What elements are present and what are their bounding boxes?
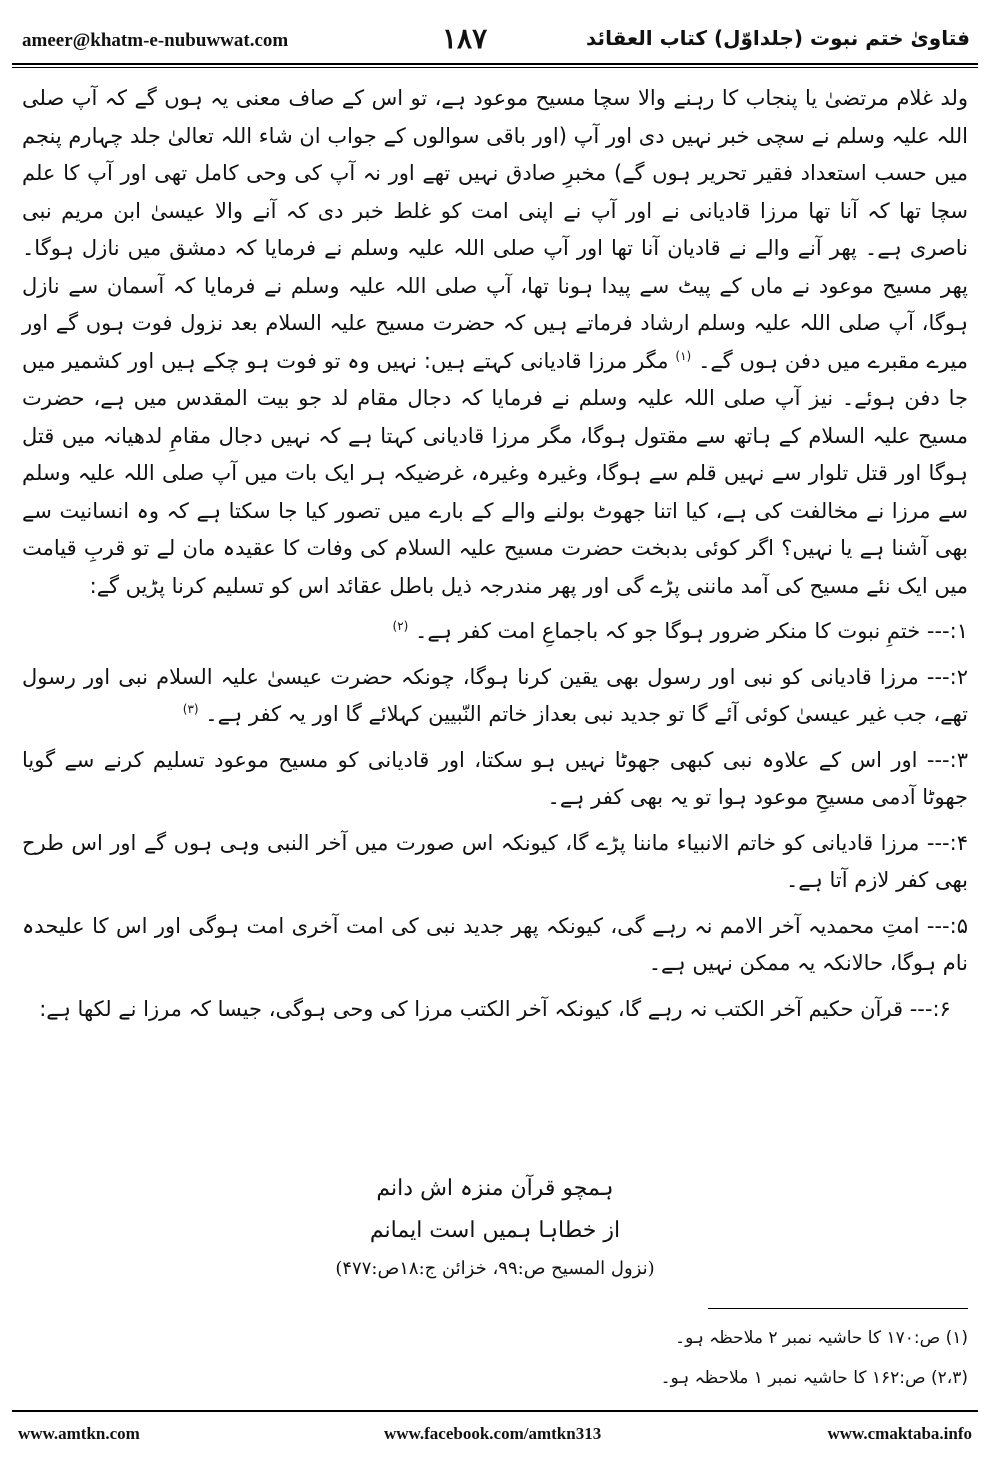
item-number: ۱: xyxy=(949,619,968,643)
header-divider xyxy=(12,63,978,65)
list-item: ۲:--- مرزا قادیانی کو نبی اور رسول بھی یقین کرنا ہوگا، چونکہ حضرت عیسیٰ علیہ السلام نبی اور رسول تھے، جب غیر عیسیٰ کوئی آئے گا تو جدید نبی بعداز خاتم النّبیین کہلائے گا اور یہ کفر ہے۔ $^{(۳)}$ xyxy=(22,664,968,726)
item-number: ۴: xyxy=(949,830,968,855)
paragraph-text: ولد غلام مرتضیٰ یا پنجاب کا رہنے والا سچا مسیح موعود ہے، تو اس کے صاف معنی یہ ہوں گے کہ آپ صلی اللہ علیہ وسلم نے سچی خبر نہیں دی اور آپ (اور باقی سوالوں کے جواب ان شاء اللہ تعالیٰ جلد چہارم پنجم میں حسب استعداد فقیر تحریر ہوں گے) مخبرِ صادق نہیں تھے اور نہ آپ کی وحی کامل تھی اور آپ کا علم سچا تھا کہ آنا تھا مرزا قادیانی نے اور آپ نے اپنی امت کو غلط خبر دی کہ آنے والا عیسیٰ ابن مریم نبی ناصری ہے۔ پھر آنے والے نے قادیان آنا تھا اور آپ صلی اللہ علیہ وسلم نے فرمایا کہ دمشق میں نازل ہوگا۔ پھر مسیح موعود نے ماں کے پیٹ سے پیدا ہونا تھا، آپ صلی اللہ علیہ وسلم نے فرمایا کہ آسمان سے نازل ہوگا، آپ صلی اللہ علیہ وسلم ارشاد فرماتے ہیں کہ حضرت مسیح علیہ السلام بعد نزول فوت ہوں گے اور میرے مقبرے میں دفن ہوں گے۔ xyxy=(22,86,968,373)
footnote-ref: (۲) xyxy=(392,619,409,633)
footnote: (۱) ص:۱۷۰ کا حاشیہ نمبر ۲ ملاحظہ ہو۔ xyxy=(675,1328,968,1348)
list-item: ۵:--- امتِ محمدیہ آخر الامم نہ رہے گی، کیونکہ پھر جدید نبی کی امت آخری امت ہوگی اور اس کا علیحدہ نام ہوگا، حالانکہ یہ ممکن نہیں ہے۔ xyxy=(22,913,968,975)
footer-link-middle[interactable]: www.facebook.com/amtkn313 xyxy=(384,1424,602,1443)
paragraph-text-cont: مگر مرزا قادیانی کہتے ہیں: نہیں وہ تو فوت ہو چکے ہیں اور کشمیر میں جا دفن ہوئے۔ نیز آپ صلی اللہ علیہ وسلم نے فرمایا کہ دجال مقام لد جو بیت المقدس میں ہے، حضرت مسیح علیہ السلام کے ہاتھ سے مقتول ہوگا، مگر مرزا قادیانی کہتا ہے کہ نہیں دجال مقامِ لدھیانہ میں قتل ہوگا اور قتل تلوار سے نہیں قلم سے ہوگا، وغیرہ وغیرہ، غرضیکہ ہر ایک بات میں آپ صلی اللہ علیہ وسلم سے مرزا نے مخالفت کی ہے، کیا اتنا جھوٹ بولنے والے کے بارے میں تصور کیا جا سکتا ہے کہ وہ انسانیت سے بھی آشنا ہے یا نہیں؟ اگر کوئی بدبخت حضرت مسیح علیہ السلام کی وفات کا عقیدہ مان لے تو قربِ قیامت میں ایک نئے مسیح کی آمد ماننی پڑے گی اور پھر مندرجہ ذیل باطل عقائد اس کو تسلیم کرنا پڑیں گے: xyxy=(22,348,968,598)
footnote-ref: (۱) xyxy=(675,348,692,363)
item-number: ۳: xyxy=(949,747,968,772)
item-number: ۶: xyxy=(932,996,951,1021)
footer-divider xyxy=(12,1410,978,1412)
item-text: مرزا قادیانی کو خاتم الانبیاء ماننا پڑے گا، کیونکہ اس صورت میں آخر النبی وہی ہوں گے اور اس طرح بھی کفر لازم آتا ہے۔ xyxy=(22,830,968,892)
body-paragraph xyxy=(22,80,968,605)
footnote: (۲،۳) ص:۱۶۲ کا حاشیہ نمبر ۱ ملاحظہ ہو۔ xyxy=(660,1368,968,1388)
footnote-divider xyxy=(708,1308,968,1309)
main-text xyxy=(22,80,968,1028)
item-text: قرآن حکیم آخر الکتب نہ رہے گا، کیونکہ آخر الکتب مرزا کی وحی ہوگی، جیسا کہ مرزا نے لکھا ہے: xyxy=(39,996,904,1021)
item-text: امتِ محمدیہ آخر الامم نہ رہے گی، کیونکہ پھر جدید نبی کی امت آخری امت ہوگی اور اس کا علیحدہ نام ہوگا، حالانکہ یہ ممکن نہیں ہے۔ xyxy=(22,913,968,975)
persian-couplet xyxy=(200,1168,790,1286)
list-item: ۱:--- ختمِ نبوت کا منکر ضرور ہوگا جو کہ باجماعِ امت کفر ہے۔ $^{(۲)}$ xyxy=(392,619,968,643)
list-item: ۴:--- مرزا قادیانی کو خاتم الانبیاء ماننا پڑے گا، کیونکہ اس صورت میں آخر النبی وہی ہوں گے اور اس طرح بھی کفر لازم آتا ہے۔ xyxy=(22,830,968,892)
couplet-citation: (نزول المسیح ص:۹۹، خزائن ج:۱۸ص:۴۷۷) xyxy=(335,1258,655,1279)
header-divider-thin xyxy=(12,67,978,68)
item-number: ۲: xyxy=(949,664,968,689)
page-number: ۱۸۷ xyxy=(442,22,488,55)
item-text: مرزا قادیانی کو نبی اور رسول بھی یقین کرنا ہوگا، چونکہ حضرت عیسیٰ علیہ السلام نبی اور رسول تھے، جب غیر عیسیٰ کوئی آئے گا تو جدید نبی بعداز خاتم النّبیین کہلائے گا اور یہ کفر ہے۔ xyxy=(22,664,968,726)
couplet-line-2: از خطاہا ہمیں است ایمانم xyxy=(369,1218,621,1243)
header-email[interactable]: ameer@khatm-e-nubuwwat.com xyxy=(22,30,289,51)
book-title: فتاویٰ ختم نبوت (جلداوّل) کتاب العقائد xyxy=(586,26,970,50)
page-header xyxy=(12,22,978,62)
item-number: ۵: xyxy=(949,913,968,938)
page-footer xyxy=(12,1420,978,1448)
footnote-ref: (۳) xyxy=(182,702,199,716)
footer-link-left[interactable]: www.amtkn.com xyxy=(18,1424,140,1443)
footnotes xyxy=(22,1318,968,1398)
list-item: ۳:--- اور اس کے علاوہ نبی کبھی جھوٹا نہیں ہو سکتا، اور قادیانی کو مسیح موعود تسلیم کرنے سے گویا جھوٹا آدمی مسیحِ موعود ہوا تو یہ بھی کفر ہے۔ xyxy=(22,747,968,809)
item-text: اور اس کے علاوہ نبی کبھی جھوٹا نہیں ہو سکتا، اور قادیانی کو مسیح موعود تسلیم کرنے سے گویا جھوٹا آدمی مسیحِ موعود ہوا تو یہ بھی کفر ہے۔ xyxy=(22,747,968,809)
list-item: ۶:--- قرآن حکیم آخر الکتب نہ رہے گا، کیونکہ آخر الکتب مرزا کی وحی ہوگی، جیسا کہ مرزا نے لکھا ہے: xyxy=(39,996,951,1021)
couplet-line-1: ہمچو قرآن منزہ اش دانم xyxy=(376,1176,614,1201)
footer-link-right[interactable]: www.cmaktaba.info xyxy=(827,1424,972,1443)
item-text: ختمِ نبوت کا منکر ضرور ہوگا جو کہ باجماعِ امت کفر ہے۔ xyxy=(415,619,921,643)
